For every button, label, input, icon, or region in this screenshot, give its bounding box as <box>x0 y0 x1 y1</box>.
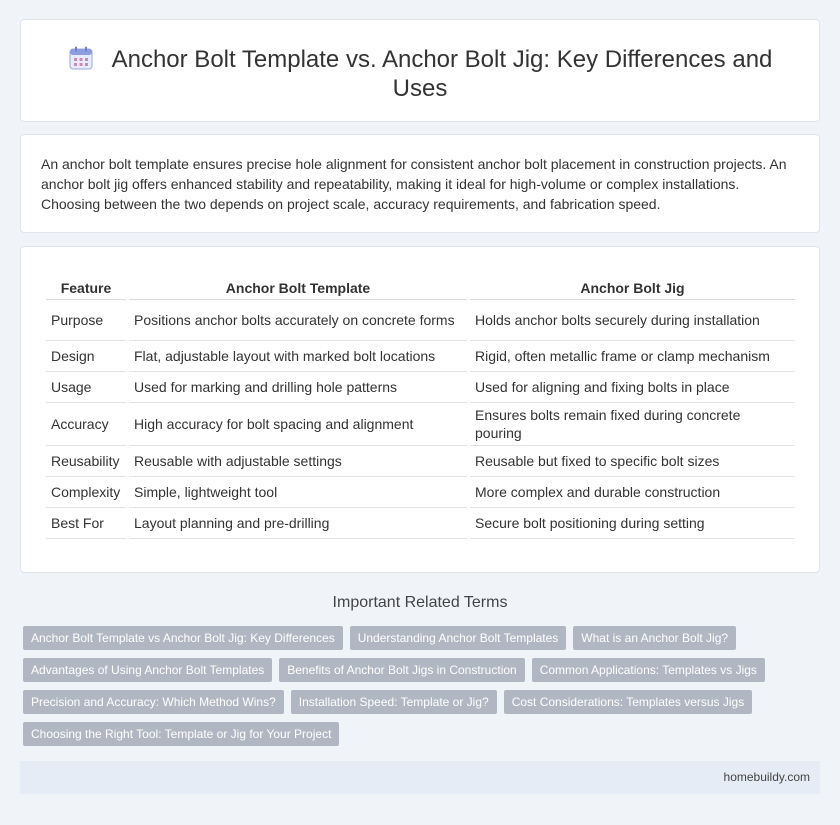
table-cell: Holds anchor bolts securely during installation <box>470 300 795 341</box>
column-header-template: Anchor Bolt Template <box>129 272 467 300</box>
table-cell: Flat, adjustable layout with marked bolt locations <box>129 341 467 372</box>
table-cell: Reusable but fixed to specific bolt sizes <box>470 446 795 477</box>
table-cell: Simple, lightweight tool <box>129 477 467 508</box>
table-row <box>46 372 795 403</box>
column-header-feature: Feature <box>46 272 126 300</box>
related-term-tag[interactable]: Benefits of Anchor Bolt Jigs in Construction <box>279 658 524 682</box>
related-term-tag[interactable]: Cost Considerations: Templates versus Jigs <box>504 690 753 714</box>
related-term-tag[interactable]: Precision and Accuracy: Which Method Wins? <box>23 690 284 714</box>
table-cell: Ensures bolts remain fixed during concrete pouring <box>470 403 795 446</box>
related-term-tag[interactable]: What is an Anchor Bolt Jig? <box>573 626 736 650</box>
related-term-tag[interactable]: Common Applications: Templates vs Jigs <box>532 658 765 682</box>
intro-text: An anchor bolt template ensures precise hole alignment for consistent anchor bolt placement in construction projects. An anchor bolt jig offers enhanced stability and repeatability, making it ideal for high-volume or complex installations. Choosing between the two depends on project scale, accuracy requirements, and fabrication speed. <box>41 156 787 212</box>
intro-card <box>20 134 820 233</box>
related-terms-list <box>23 626 793 746</box>
table-cell: Positions anchor bolts accurately on concrete forms <box>129 300 467 341</box>
table-cell: Secure bolt positioning during setting <box>470 508 795 539</box>
table-cell: More complex and durable construction <box>470 477 795 508</box>
table-row <box>46 300 795 341</box>
table-cell: Best For <box>46 508 126 539</box>
table-cell: High accuracy for bolt spacing and alignment <box>129 403 467 446</box>
column-header-jig: Anchor Bolt Jig <box>470 272 795 300</box>
table-row <box>46 403 795 446</box>
table-header-row <box>46 272 795 300</box>
page-title-wrap <box>61 45 779 103</box>
related-term-tag[interactable]: Understanding Anchor Bolt Templates <box>350 626 567 650</box>
footer-site-link[interactable]: homebuildy.com <box>723 770 810 784</box>
table-cell: Used for marking and drilling hole patterns <box>129 372 467 403</box>
footer <box>20 761 820 794</box>
table-cell: Reusability <box>46 446 126 477</box>
related-term-tag[interactable]: Choosing the Right Tool: Template or Jig for Your Project <box>23 722 339 746</box>
related-term-tag[interactable]: Anchor Bolt Template vs Anchor Bolt Jig: Key Differences <box>23 626 343 650</box>
calendar-icon <box>68 45 94 71</box>
table-cell: Reusable with adjustable settings <box>129 446 467 477</box>
related-term-tag[interactable]: Advantages of Using Anchor Bolt Templates <box>23 658 272 682</box>
table-cell: Layout planning and pre-drilling <box>129 508 467 539</box>
table-cell: Used for aligning and fixing bolts in place <box>470 372 795 403</box>
table-row <box>46 477 795 508</box>
table-row <box>46 508 795 539</box>
comparison-table <box>43 272 798 539</box>
related-term-tag[interactable]: Installation Speed: Template or Jig? <box>291 690 497 714</box>
table-cell: Purpose <box>46 300 126 341</box>
table-cell: Usage <box>46 372 126 403</box>
table-cell: Design <box>46 341 126 372</box>
table-cell: Rigid, often metallic frame or clamp mechanism <box>470 341 795 372</box>
title-card <box>20 19 820 122</box>
table-cell: Accuracy <box>46 403 126 446</box>
page-title: Anchor Bolt Template vs. Anchor Bolt Jig: Key Differences and Uses <box>111 46 773 102</box>
comparison-table-card <box>20 246 820 573</box>
related-terms-title: Important Related Terms <box>332 594 508 611</box>
table-row <box>46 341 795 372</box>
table-row <box>46 446 795 477</box>
table-cell: Complexity <box>46 477 126 508</box>
